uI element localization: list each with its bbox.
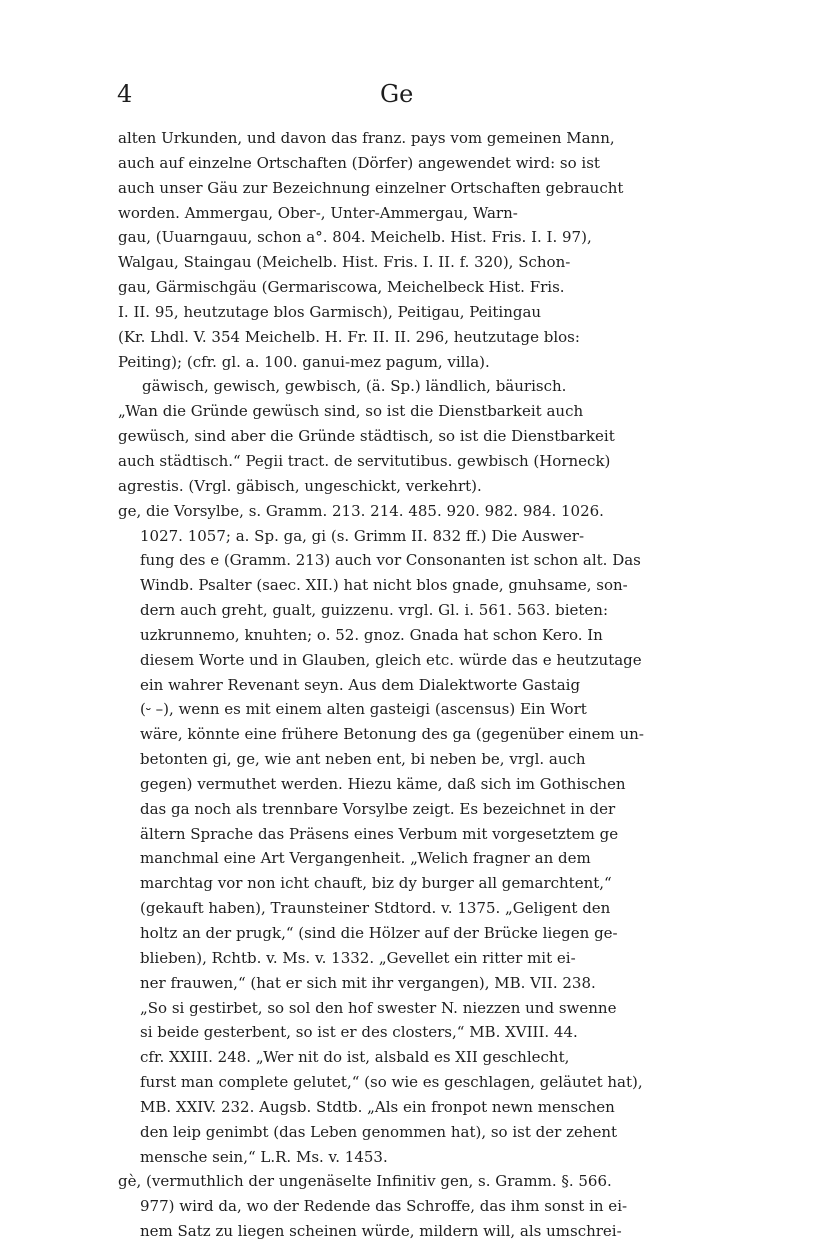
text-line: si beide gesterbent, so ist er des closters,“ MB. XVIII. 44. [140,1023,578,1042]
text-line: Peiting); (cfr. gl. a. 100. ganui-mez pagum, villa). [118,352,490,371]
text-line: furst man complete gelutet,“ (so wie es geschlagen, geläutet hat), [140,1073,643,1092]
text-line: (⏑ –), wenn es mit einem alten gasteigi (ascensus) Ein Wort [140,700,587,719]
text-line: dern auch greht, gualt, guizzenu. vrgl. Gl. i. 561. 563. bieten: [140,601,609,620]
text-line: gau, (Uuarngauu, schon a°. 804. Meichelb. Hist. Fris. I. I. 97), [118,228,592,247]
text-line: auch unser Gäu zur Bezeichnung einzelner Ortschaften gebraucht [118,178,624,197]
text-line: manchmal eine Art Vergangenheit. „Welich fragner an dem [140,849,591,868]
text-line: marchtag vor non icht chauft, biz dy burger all gemarchtent,“ [140,874,612,893]
text-line: „Wan die Gründe gewüsch sind, so ist die Dienstbarkeit auch [118,402,584,421]
page-number: 4 [117,80,133,108]
text-line: worden. Ammergau, Ober-, Unter-Ammergau, Warn- [118,203,518,222]
text-line: (Kr. Lhdl. V. 354 Meichelb. H. Fr. II. II. 296, heutzutage blos: [118,327,580,346]
text-line: nem Satz zu liegen scheinen würde, mildern will, als umschrei- [140,1222,622,1241]
text-line: 977) wird da, wo der Redende das Schroffe, das ihm sonst in ei- [140,1197,628,1216]
text-line: cfr. XXIII. 248. „Wer nit do ist, alsbald es XII geschlecht, [140,1048,570,1067]
text-line: ner frauwen,“ (hat er sich mit ihr vergangen), MB. VII. 238. [140,973,596,992]
entry-headword-ge: ge, die Vorsylbe, s. Gramm. 213. 214. 485. 920. 982. 984. 1026. [118,501,604,520]
text-line: ältern Sprache das Präsens eines Verbum mit vorgesetztem ge [140,824,619,843]
text-line: Windb. Psalter (saec. XII.) hat nicht blos gnade, gnuhsame, son- [140,576,628,595]
text-line: wäre, könnte eine frühere Betonung des ga (gegenüber einem un- [140,725,644,744]
text-line: gau, Gärmischgäu (Germariscowa, Meichelbeck Hist. Fris. [118,278,565,297]
text-line: holtz an der prugk,“ (sind die Hölzer auf der Brücke liegen ge- [140,924,618,942]
entry-headword-gaewisch: gäwisch, gewisch, gewbisch, (ä. Sp.) ländlich, bäurisch. [142,377,567,396]
text-line: auch auf einzelne Ortschaften (Dörfer) angewendet wird: so ist [118,153,600,172]
dictionary-body [118,126,684,1244]
text-line: alten Urkunden, und davon das franz. pays vom gemeinen Mann, [118,129,615,147]
text-line: auch städtisch.“ Pegii tract. de servitutibus. gewbisch (Horneck) [118,451,611,470]
text-line: MB. XXIV. 232. Augsb. Stdtb. „Als ein fronpot newn menschen [140,1097,615,1116]
text-line: das ga noch als trennbare Vorsylbe zeigt. Es bezeichnet in der [140,799,616,818]
text-line: blieben), Rchtb. v. Ms. v. 1332. „Gevellet ein ritter mit ei- [140,948,576,967]
text-line: „So si gestirbet, so sol den hof swester N. niezzen und swenne [140,998,617,1017]
text-line: ein wahrer Revenant seyn. Aus dem Dialektworte Gastaig [140,675,581,694]
text-line: I. II. 95, heutzutage blos Garmisch), Peitigau, Peitingau [118,302,542,321]
text-line: gewüsch, sind aber die Gründe städtisch, so ist die Dienstbarkeit [118,427,615,446]
entry-headword-ge-accent: gè, (vermuthlich der ungenäselte Infinitiv gen, s. Gramm. §. 566. [118,1172,612,1191]
text-line: 1027. 1057; a. Sp. ga, gi (s. Grimm II. 832 ff.) Die Auswer- [140,526,585,545]
text-line: mensche sein,“ L.R. Ms. v. 1453. [140,1147,388,1166]
text-line: Walgau, Staingau (Meichelb. Hist. Fris. I. II. f. 320), Schon- [118,253,571,272]
text-line: betonten gi, ge, wie ant neben ent, bi neben be, vrgl. auch [140,750,586,769]
text-line: den leip genimbt (das Leben genommen hat), so ist der zehent [140,1122,618,1141]
text-line: uzkrunnemo, knuhten; o. 52. gnoz. Gnada hat schon Kero. In [140,625,603,644]
text-line: (gekauft haben), Traunsteiner Stdtord. v. 1375. „Geligent den [140,899,611,918]
text-line: fung des e (Gramm. 213) auch vor Consonanten ist schon alt. Das [140,551,641,570]
text-line: agrestis. (Vrgl. gäbisch, ungeschickt, verkehrt). [118,476,482,495]
running-head: Ge [380,80,414,108]
text-line: gegen) vermuthet werden. Hiezu käme, daß sich im Gothischen [140,774,626,793]
text-line: diesem Worte und in Glauben, gleich etc. würde das e heutzutage [140,650,642,669]
